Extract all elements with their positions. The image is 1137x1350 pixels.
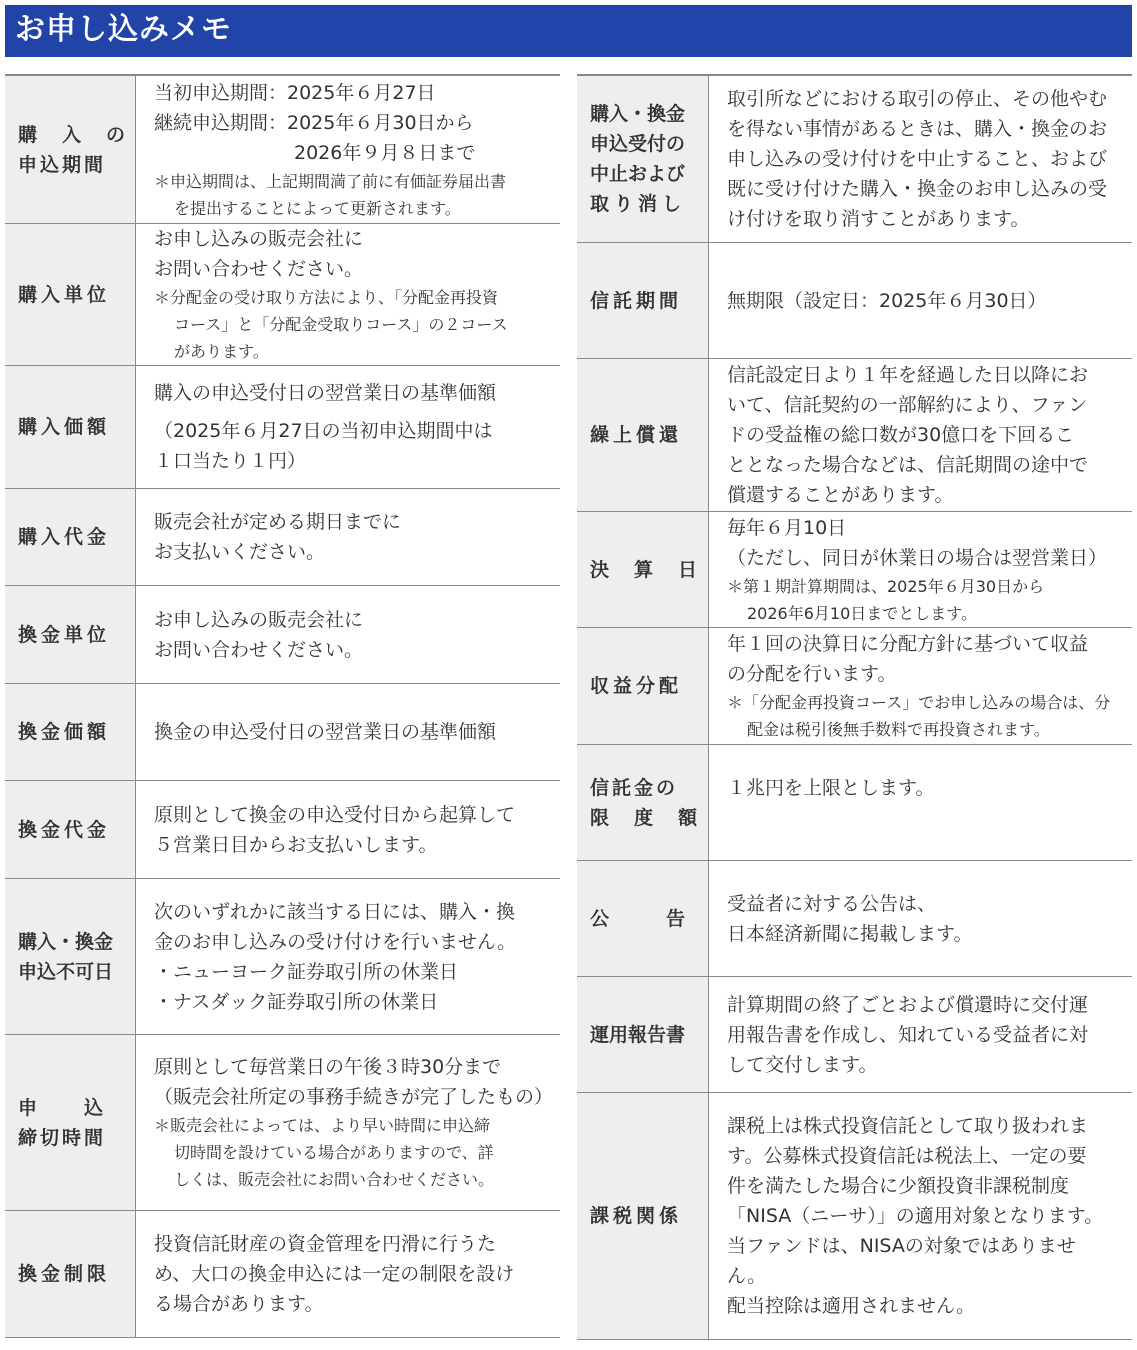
value-line: の分配を行います。: [727, 663, 897, 685]
value-line: 当ファンドは、NISAの対象ではありませ: [727, 1235, 1076, 1257]
note-line: 2026年6月10日までとします。: [747, 603, 977, 623]
note-line: ＊「分配金再投資コース」でお申し込みの場合は、分: [727, 693, 1111, 712]
value-line: 金のお申し込みの受け付けを行いません。: [154, 930, 517, 953]
value-line: 次のいずれかに該当する日には、購入・換: [154, 900, 516, 923]
label-line: 信託期間: [590, 289, 683, 312]
table-row: [577, 1093, 1132, 1340]
note-line: を提出することによって更新されます。: [174, 198, 461, 218]
table-row: [5, 781, 560, 879]
row-label: [577, 977, 709, 1092]
label-line: 換金代金: [18, 818, 111, 841]
value-line: 換金の申込受付日の翌営業日の基準価額: [154, 721, 497, 743]
label-line: 締切時間: [18, 1126, 107, 1149]
row-label: [5, 366, 136, 488]
table-row: [577, 745, 1132, 861]
value-line: 用報告書を作成し、知れている受益者に対: [727, 1023, 1089, 1046]
value-line: を得ない事情があるときは、購入・換金のお: [727, 118, 1108, 140]
label-line: 信託金の: [590, 776, 679, 799]
label-line: 換金価額: [18, 721, 111, 743]
note-line: ＊分配金の受け取り方法により、「分配金再投資: [154, 288, 499, 307]
label-line: 申込受付の: [590, 133, 686, 155]
value-line: いて、信託契約の一部解約により、ファン: [727, 394, 1088, 416]
label-line: 換金制限: [18, 1263, 111, 1285]
value-line: 件を満たした場合に少額投資非課税制度: [727, 1175, 1070, 1197]
table-row: [577, 76, 1132, 243]
value-line: （ただし、同日が休業日の場合は翌営業日）: [727, 546, 1108, 569]
label-line: 購入単位: [18, 283, 111, 306]
row-label: [5, 76, 136, 223]
note-line: があります。: [174, 342, 269, 361]
value-line: 無期限（設定日：2025年６月30日）: [727, 289, 1047, 312]
note-line: ＊申込期間は、上記期間満了前に有価証券届出書: [154, 171, 507, 191]
label-line: 課税関係: [590, 1205, 683, 1227]
row-value: [709, 745, 1132, 860]
label-line: 限 度 額: [590, 806, 701, 829]
label-line: 運用報告書: [590, 1023, 686, 1046]
row-label: [577, 512, 709, 627]
label-line: 公 告: [590, 907, 686, 930]
row-value: [136, 879, 560, 1034]
value-line: 当初申込期間：2025年６月27日: [154, 81, 436, 104]
value-line: す。公募株式投資信託は税法上、一定の要: [727, 1145, 1087, 1167]
note-line: ＊販売会社によっては、より早い時間に申込締: [154, 1116, 491, 1135]
row-value: [709, 359, 1132, 511]
row-value: [136, 489, 560, 585]
value-line: １兆円を上限とします。: [727, 777, 935, 799]
value-line: 信託設定日より１年を経過した日以降にお: [727, 364, 1089, 386]
row-label: [5, 586, 136, 683]
value-line: め、大口の換金申込には一定の制限を設け: [154, 1263, 515, 1285]
value-line: 年１回の決算日に分配方針に基づいて収益: [727, 633, 1089, 655]
value-line: 受益者に対する公告は、: [727, 892, 937, 915]
value-line: 計算期間の終了ごとおよび償還時に交付運: [727, 993, 1089, 1016]
value-line: 課税上は株式投資信託として取り扱われま: [727, 1115, 1089, 1137]
table-row: [5, 76, 560, 224]
row-value: [136, 1035, 560, 1210]
value-line: お支払いください。: [154, 541, 326, 563]
value-line: 2026年９月８日まで: [294, 141, 476, 164]
table-row: [577, 861, 1132, 977]
row-value: [709, 977, 1132, 1092]
row-value: [709, 243, 1132, 358]
row-value: [136, 76, 560, 223]
value-line: る場合があります。: [154, 1293, 324, 1315]
value-line: （2025年６月27日の当初申込期間中は: [154, 420, 493, 442]
row-value: [136, 586, 560, 683]
table-row: [5, 586, 560, 684]
value-line: 継続申込期間：2025年６月30日から: [154, 111, 474, 134]
note-line: しくは、販売会社にお問い合わせください。: [174, 1170, 495, 1189]
table-row: [577, 977, 1132, 1093]
table-row: [5, 366, 560, 489]
row-label: [5, 224, 136, 365]
row-label: [5, 1211, 136, 1337]
value-line: 申し込みの受け付けを中止すること、および: [727, 148, 1108, 170]
label-line: 収益分配: [590, 675, 683, 697]
value-line: お申し込みの販売会社に: [154, 228, 364, 250]
row-label: [577, 359, 709, 511]
row-value: [136, 684, 560, 780]
row-label: [5, 489, 136, 585]
left-table: [5, 74, 560, 1338]
section-title: お申し込みメモ: [5, 5, 1132, 57]
value-line: 投資信託財産の資金管理を円滑に行うた: [154, 1233, 497, 1255]
value-line: 既に受け付けた購入・換金のお申し込みの受: [727, 178, 1108, 200]
row-label: [5, 1035, 136, 1210]
row-value: [709, 76, 1132, 242]
value-line: ５営業日目からお支払いします。: [154, 833, 438, 856]
note-line: 切時間を設けている場合がありますので、詳: [174, 1143, 494, 1162]
row-value: [136, 1211, 560, 1337]
value-line: 取引所などにおける取引の停止、その他やむ: [727, 88, 1108, 110]
row-label: [577, 861, 709, 976]
note-line: 配金は税引後無手数料で再投資されます。: [747, 720, 1050, 739]
label-line: 繰上償還: [590, 424, 683, 446]
value-line: 購入の申込受付日の翌営業日の基準価額: [154, 382, 497, 404]
label-line: 購入価額: [18, 416, 111, 438]
table-row: [5, 224, 560, 366]
row-value: [709, 512, 1132, 627]
value-line: お問い合わせください。: [154, 258, 364, 280]
row-label: [5, 781, 136, 878]
table-row: [577, 628, 1132, 745]
value-line: （販売会社所定の事務手続きが完了したもの）: [154, 1086, 554, 1108]
value-line: ドの受益権の総口数が30億口を下回るこ: [727, 424, 1075, 446]
label-line: 購入代金: [18, 526, 111, 548]
value-line: 償還することがあります。: [727, 484, 954, 506]
value-line: 原則として換金の申込受付日から起算して: [154, 803, 516, 826]
value-line: して交付します。: [727, 1053, 878, 1076]
table-row: [5, 684, 560, 781]
value-line: け付けを取り消すことがあります。: [727, 208, 1030, 230]
row-label: [577, 76, 709, 242]
row-label: [577, 745, 709, 860]
value-line: 原則として毎営業日の午後３時30分まで: [154, 1056, 502, 1078]
table-row: [5, 879, 560, 1035]
label-line: 購入・換金: [590, 103, 686, 125]
row-label: [5, 684, 136, 780]
value-line: ・ナスダック証券取引所の休業日: [154, 990, 439, 1013]
row-value: [709, 1093, 1132, 1339]
value-line: 日本経済新聞に掲載します。: [727, 922, 973, 945]
value-line: ん。: [727, 1265, 767, 1287]
label-line: 決 算 日: [590, 558, 701, 581]
table-row: [577, 512, 1132, 628]
table-row: [577, 243, 1132, 359]
row-value: [136, 366, 560, 488]
value-line: ととなった場合などは、信託期間の途中で: [727, 454, 1089, 476]
label-line: 中止および: [590, 163, 686, 185]
note-line: コース」と「分配金受取りコース」の２コース: [174, 315, 508, 334]
label-line: 購入・換金: [18, 930, 114, 953]
row-label: [577, 1093, 709, 1339]
label-line: 換金単位: [18, 623, 111, 646]
label-line: 申 込: [18, 1096, 107, 1119]
table-row: [5, 1211, 560, 1338]
right-table: [577, 74, 1132, 1340]
value-line: 「NISA（ニーサ）」の適用対象となります。: [727, 1205, 1104, 1227]
value-line: １口当たり１円）: [154, 450, 307, 472]
label-line: 取り消し: [590, 193, 687, 215]
note-line: ＊第１期計算期間は、2025年６月30日から: [727, 576, 1045, 596]
row-label: [577, 628, 709, 744]
row-value: [136, 781, 560, 878]
label-line: 申込期間: [18, 153, 107, 176]
table-row: [5, 1035, 560, 1211]
value-line: お申し込みの販売会社に: [154, 608, 364, 631]
row-value: [709, 628, 1132, 744]
value-line: ・ニューヨーク証券取引所の休業日: [154, 960, 459, 983]
value-line: 配当控除は適用されません。: [727, 1295, 976, 1317]
row-value: [709, 861, 1132, 976]
value-line: 販売会社が定める期日までに: [154, 511, 402, 533]
value-line: お問い合わせください。: [154, 638, 364, 661]
row-label: [577, 243, 709, 358]
label-line: 購 入 の: [18, 123, 129, 146]
row-value: [136, 224, 560, 365]
table-row: [577, 359, 1132, 512]
table-row: [5, 489, 560, 586]
row-label: [5, 879, 136, 1034]
value-line: 毎年６月10日: [727, 516, 847, 539]
label-line: 申込不可日: [18, 960, 114, 983]
